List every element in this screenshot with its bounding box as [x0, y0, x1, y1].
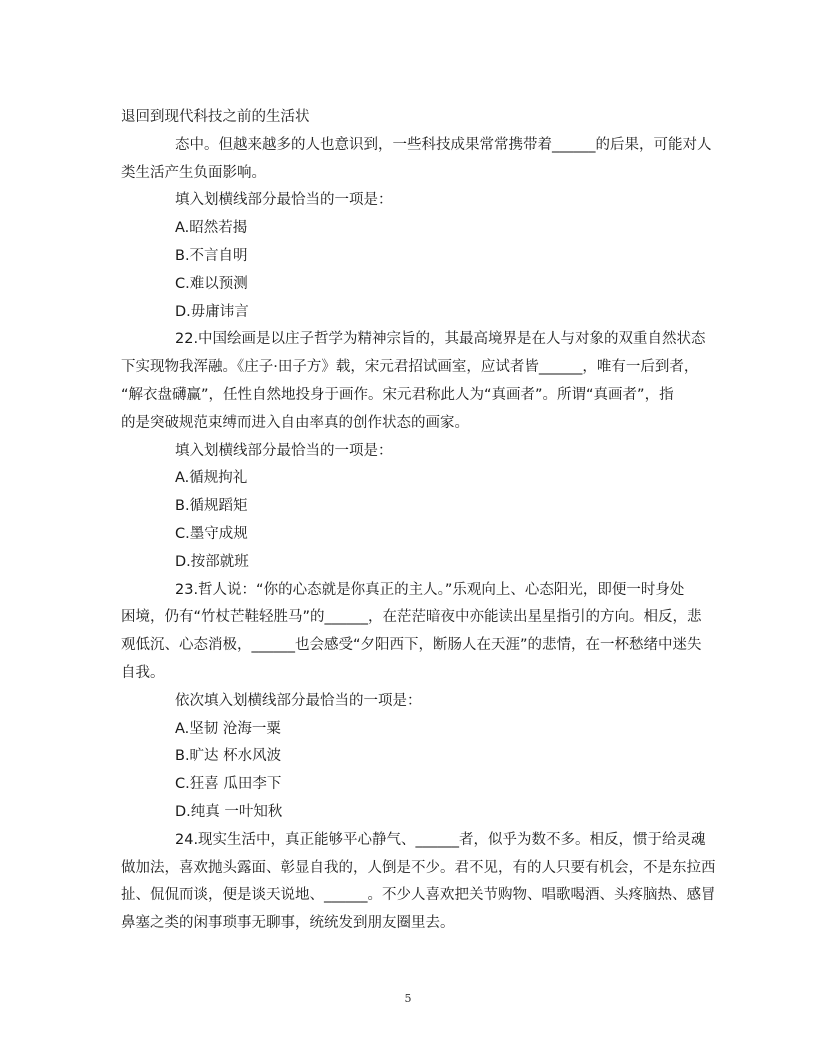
text-line: 扯、侃侃而谈，便是谈天说地、______。不少人喜欢把关节购物、唱歌喝酒、头疼脑热、感冒	[121, 887, 716, 904]
text-line: 下实现物我浑融。《庄子·田子方》载，宋元君招试画室，应试者皆______，唯有一后到者，	[121, 359, 699, 376]
text-line: B.不言自明	[175, 247, 248, 264]
page-number: 5	[404, 992, 412, 1005]
text-line: A.坚韧 沧海一粟	[175, 720, 281, 737]
text-line: B.循规蹈矩	[175, 498, 248, 515]
text-line: C.狂喜 瓜田李下	[175, 776, 282, 793]
text-line: “解衣盘礴赢”，任性自然地投身于画作。宋元君称此人为“真画者”。所谓“真画者”，指	[121, 386, 674, 403]
text-line: C.墨守成规	[175, 525, 248, 542]
text-line: 填入划横线部分最恰当的一项是：	[175, 442, 393, 459]
text-line: C.难以预测	[175, 275, 248, 292]
text-line: 依次填入划横线部分最恰当的一项是：	[175, 692, 422, 709]
text-line: D.毋庸讳言	[175, 303, 249, 320]
text-line: 类生活产生负面影响。	[121, 164, 266, 181]
text-line: 24.现实生活中，真正能够平心静气、______者，似乎为数不多。相反，惯于给灵魂	[175, 831, 706, 848]
text-line: B.旷达 杯水风波	[175, 748, 282, 765]
text-line: A.昭然若揭	[175, 220, 248, 237]
text-line: 自我。	[121, 664, 165, 681]
text-line: 的是突破规范束缚而进入自由率真的创作状态的画家。	[121, 414, 469, 431]
text-line: 退回到现代科技之前的生活状	[121, 109, 310, 125]
text-line: D.按部就班	[175, 553, 249, 570]
text-line: 22.中国绘画是以庄子哲学为精神宗旨的，其最高境界是在人与对象的双重自然状态	[175, 331, 706, 348]
text-line: D.纯真 一叶知秋	[175, 803, 283, 820]
text-line: 态中。但越来越多的人也意识到，一些科技成果常常携带着______的后果，可能对人	[175, 136, 712, 153]
text-line: A.循规拘礼	[175, 470, 248, 487]
text-line: 观低沉、心态消极，______也会感受“夕阳西下，断肠人在天涯”的悲情，在一杯愁绪中迷失	[121, 637, 702, 654]
text-line: 困境，仍有“竹杖芒鞋轻胜马”的______，在茫茫暗夜中亦能读出星星指引的方向。相反，悲	[121, 609, 702, 626]
document-body	[121, 104, 716, 938]
text-line: 填入划横线部分最恰当的一项是：	[175, 192, 393, 209]
text-line: 做加法，喜欢抛头露面、彰显自我的，人倒是不少。君不见，有的人只要有机会，不是东拉西	[121, 859, 716, 876]
text-line: 鼻塞之类的闲事琐事无聊事，统统发到朋友圈里去。	[121, 915, 455, 932]
text-line: 23.哲人说：“你的心态就是你真正的主人。”乐观向上、心态阳光，即便一时身处	[175, 581, 685, 598]
